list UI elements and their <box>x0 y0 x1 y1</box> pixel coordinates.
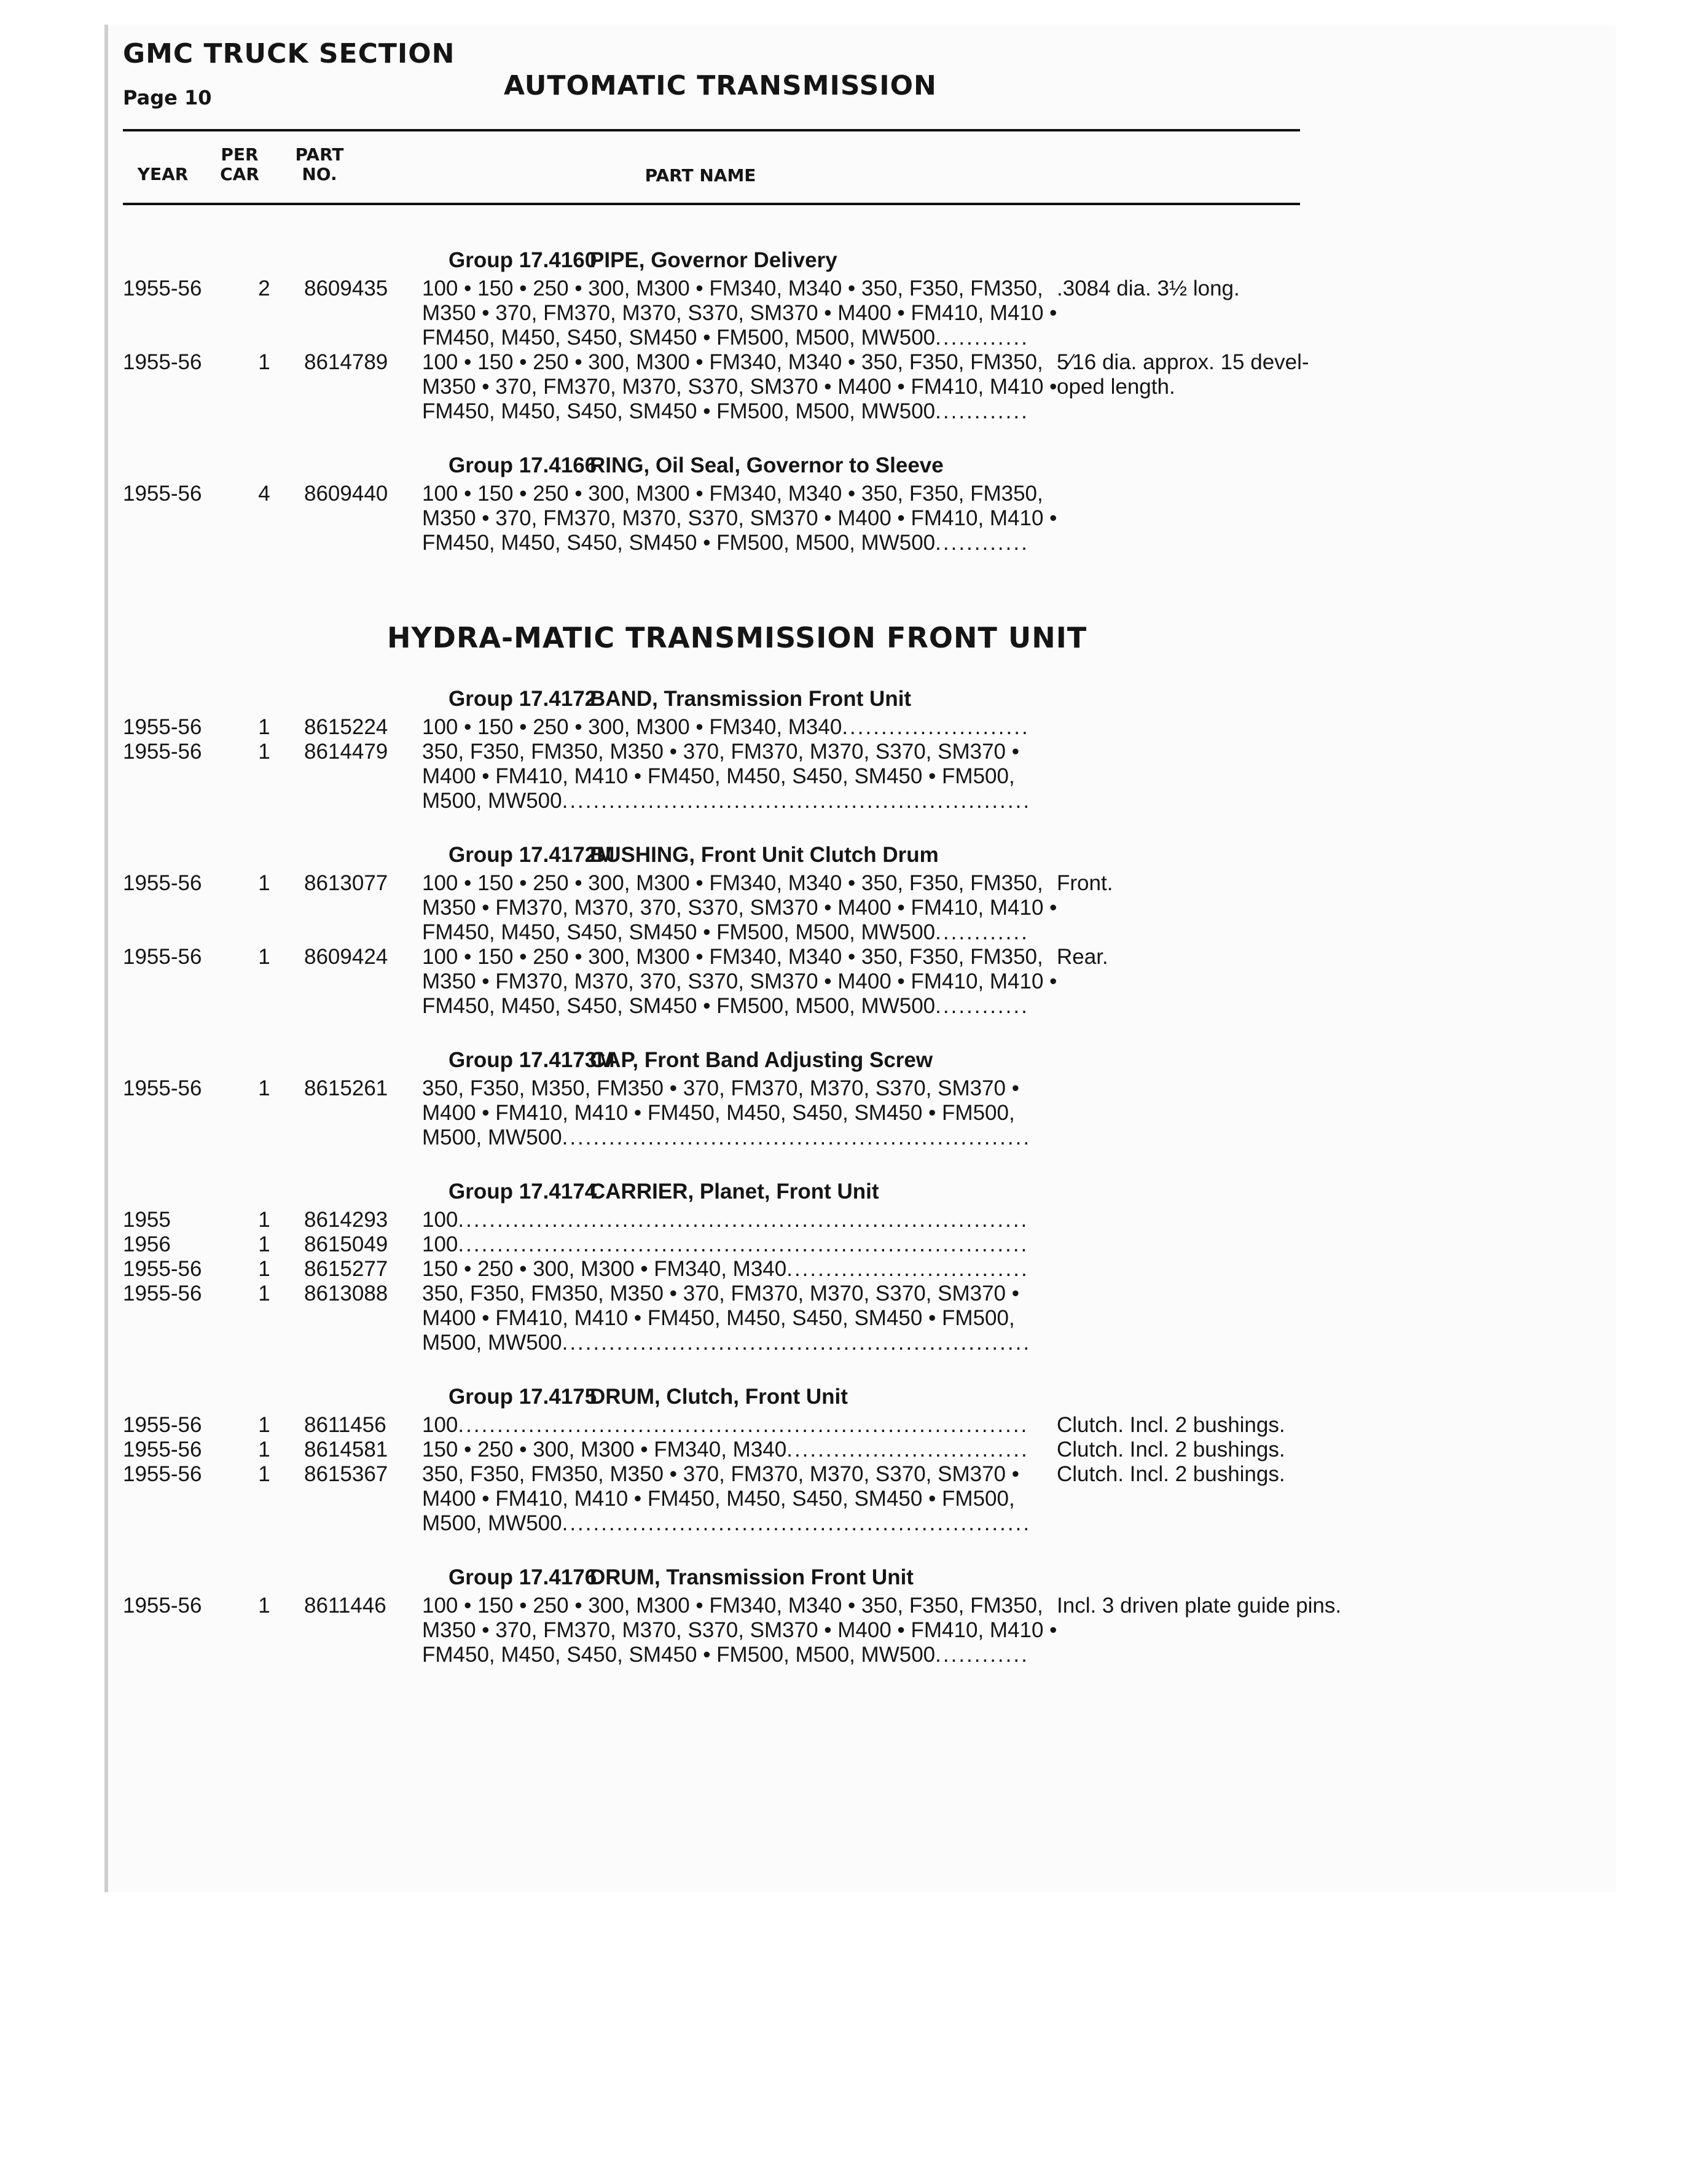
dot-leader <box>935 920 1027 945</box>
parts-list <box>123 233 1475 1682</box>
dot-leader <box>935 326 1027 350</box>
part-number-cell: 8609440 <box>304 482 388 506</box>
description-text: 100 • 150 • 250 • 300, M300 • FM340, M340 • 350, F350, FM350, <box>422 276 1043 300</box>
group-spacer <box>123 1019 1475 1033</box>
description-text: M350 • 370, FM370, M370, S370, SM370 • M400 • FM410, M410 • <box>422 506 1057 530</box>
description-line <box>422 920 1027 945</box>
description-line <box>422 1487 1027 1511</box>
description-text: M350 • 370, FM370, M370, S370, SM370 • M400 • FM410, M410 • <box>422 1618 1057 1642</box>
part-entry <box>123 945 1475 1019</box>
description-text: FM450, M450, S450, SM450 • FM500, M500, MW500 <box>422 531 936 555</box>
group-heading <box>123 453 1475 478</box>
part-description <box>422 871 1057 945</box>
year-cell: 1955-56 <box>123 350 202 374</box>
description-line <box>422 350 1043 375</box>
part-entry <box>123 350 1475 424</box>
group-name: DRUM, Transmission Front Unit <box>590 1565 914 1589</box>
description-text: 100 • 150 • 250 • 300, M300 • FM340, M340 • 350, F350, FM350, <box>422 945 1043 969</box>
column-header-per-car: PER CAR <box>220 144 259 184</box>
group-spacer <box>123 1667 1475 1682</box>
catalog-page <box>104 25 1616 1892</box>
dot-leader <box>458 1232 1027 1257</box>
dot-leader <box>458 1208 1027 1232</box>
year-cell: 1955-56 <box>123 1076 202 1100</box>
dot-leader <box>562 1511 1027 1536</box>
description-line <box>422 789 1027 813</box>
part-entry <box>123 1076 1475 1150</box>
description-text: M350 • FM370, M370, 370, S370, SM370 • M400 • FM410, M410 • <box>422 896 1057 920</box>
per-car-cell: 1 <box>258 1462 270 1486</box>
group-code: Group 17.4174 <box>449 1180 597 1203</box>
per-car-cell: 1 <box>258 871 270 895</box>
dot-leader <box>786 1257 1027 1282</box>
dot-leader <box>562 1331 1027 1355</box>
year-cell: 1955-56 <box>123 1438 202 1462</box>
part-number-cell: 8611456 <box>304 1413 386 1437</box>
part-number-cell: 8615367 <box>304 1462 388 1486</box>
year-cell: 1956 <box>123 1232 171 1256</box>
description-line <box>422 871 1043 896</box>
per-car-cell: 1 <box>258 1076 270 1100</box>
description-line <box>422 506 1057 531</box>
part-description <box>422 482 1057 555</box>
part-description <box>422 1208 1027 1232</box>
header-rule-bottom <box>123 203 1300 205</box>
group-heading <box>123 843 1475 867</box>
dot-leader <box>562 1125 1027 1150</box>
year-cell: 1955-56 <box>123 1594 202 1618</box>
dot-leader <box>935 1643 1027 1667</box>
part-entry <box>123 1208 1475 1232</box>
description-line <box>422 945 1043 969</box>
description-line <box>422 1618 1057 1643</box>
part-description <box>422 1594 1057 1667</box>
group-name: CAP, Front Band Adjusting Screw <box>590 1048 933 1072</box>
description-line <box>422 1208 1027 1232</box>
part-description <box>422 350 1057 424</box>
per-car-cell: 1 <box>258 1282 270 1305</box>
part-entry <box>123 1413 1475 1438</box>
group-spacer <box>123 1355 1475 1370</box>
description-line <box>422 1511 1027 1536</box>
year-cell: 1955-56 <box>123 1282 202 1305</box>
group-code: Group 17.4175 <box>449 1385 597 1409</box>
description-text: M400 • FM410, M410 • FM450, M450, S450, SM450 • FM500, <box>422 1487 1015 1511</box>
page-title: AUTOMATIC TRANSMISSION <box>504 70 937 101</box>
dot-leader <box>562 789 1027 813</box>
description-text: M350 • FM370, M370, 370, S370, SM370 • M400 • FM410, M410 • <box>422 969 1057 993</box>
part-number-cell: 8615224 <box>304 715 388 739</box>
description-text: FM450, M450, S450, SM450 • FM500, M500, MW500 <box>422 399 936 423</box>
header-rule-top <box>123 129 1300 131</box>
part-description <box>422 1232 1027 1257</box>
part-entry <box>123 276 1475 350</box>
description-line <box>422 1125 1027 1150</box>
description-line <box>422 482 1043 506</box>
description-line <box>422 740 1027 764</box>
group-heading <box>123 1385 1475 1409</box>
year-cell: 1955-56 <box>123 871 202 895</box>
description-line <box>422 1257 1027 1282</box>
group-name: PIPE, Governor Delivery <box>590 248 837 272</box>
front-unit-heading: HYDRA-MATIC TRANSMISSION FRONT UNIT <box>387 621 1087 654</box>
group-spacer <box>123 424 1475 439</box>
per-car-cell: 1 <box>258 740 270 764</box>
part-description <box>422 1257 1027 1282</box>
group-name: RING, Oil Seal, Governor to Sleeve <box>590 453 944 477</box>
description-text: M500, MW500 <box>422 1331 562 1355</box>
remarks-cell: Rear. <box>1057 945 1108 969</box>
description-text: M350 • 370, FM370, M370, S370, SM370 • M400 • FM410, M410 • <box>422 301 1057 325</box>
part-entry <box>123 1438 1475 1462</box>
description-text: 100 <box>422 1413 458 1437</box>
description-line <box>422 301 1057 326</box>
description-line <box>422 276 1043 301</box>
description-line <box>422 531 1027 555</box>
group-code: Group 17.4176 <box>449 1565 597 1589</box>
part-number-cell: 8614293 <box>304 1208 388 1232</box>
description-text: M400 • FM410, M410 • FM450, M450, S450, SM450 • FM500, <box>422 1306 1015 1330</box>
remarks-cell: .3084 dia. 3½ long. <box>1057 276 1240 300</box>
description-text: 350, F350, FM350, M350 • 370, FM370, M370, S370, SM370 • <box>422 1462 1019 1486</box>
remarks-cell: Incl. 3 driven plate guide pins. <box>1057 1594 1342 1618</box>
remarks-cell: Clutch. Incl. 2 bushings. <box>1057 1438 1285 1462</box>
part-description <box>422 276 1057 350</box>
per-car-cell: 1 <box>258 1257 270 1281</box>
year-cell: 1955-56 <box>123 1462 202 1486</box>
page-number: Page 10 <box>123 86 212 109</box>
group-name: CARRIER, Planet, Front Unit <box>590 1180 879 1203</box>
year-cell: 1955-56 <box>123 276 202 300</box>
per-car-cell: 1 <box>258 1438 270 1462</box>
part-entry <box>123 1462 1475 1536</box>
group-code: Group 17.4166 <box>449 453 597 477</box>
description-line <box>422 715 1027 740</box>
group-heading <box>123 1180 1475 1204</box>
description-line <box>422 326 1027 350</box>
description-line <box>422 1413 1027 1438</box>
part-description <box>422 1438 1027 1462</box>
dot-leader <box>935 994 1027 1019</box>
description-text: FM450, M450, S450, SM450 • FM500, M500, MW500 <box>422 920 936 944</box>
description-line <box>422 1643 1027 1667</box>
description-text: 350, F350, FM350, M350 • 370, FM370, M370, S370, SM370 • <box>422 1282 1019 1305</box>
description-text: 100 <box>422 1232 458 1256</box>
description-line <box>422 1331 1027 1355</box>
part-number-cell: 8615049 <box>304 1232 388 1256</box>
description-line <box>422 1232 1027 1257</box>
group-code: Group 17.4173M <box>449 1048 615 1072</box>
part-description <box>422 1282 1027 1355</box>
year-cell: 1955-56 <box>123 1413 202 1437</box>
description-text: 100 • 150 • 250 • 300, M300 • FM340, M340 • 350, F350, FM350, <box>422 871 1043 895</box>
year-cell: 1955-56 <box>123 740 202 764</box>
description-text: M400 • FM410, M410 • FM450, M450, S450, SM450 • FM500, <box>422 1101 1015 1125</box>
group-spacer <box>123 1150 1475 1165</box>
part-description <box>422 1076 1027 1150</box>
description-line <box>422 399 1027 424</box>
part-description <box>422 945 1057 1019</box>
page-edge <box>104 25 108 1892</box>
part-description <box>422 1413 1027 1438</box>
per-car-cell: 1 <box>258 945 270 969</box>
year-cell: 1955-56 <box>123 715 202 739</box>
group-heading <box>123 1048 1475 1073</box>
description-text: 150 • 250 • 300, M300 • FM340, M340 <box>422 1438 787 1462</box>
part-number-cell: 8613088 <box>304 1282 388 1305</box>
description-text: FM450, M450, S450, SM450 • FM500, M500, MW500 <box>422 326 936 350</box>
description-text: 100 • 150 • 250 • 300, M300 • FM340, M340 • 350, F350, FM350, <box>422 350 1043 374</box>
part-entry <box>123 740 1475 813</box>
description-line <box>422 969 1057 994</box>
per-car-cell: 1 <box>258 350 270 374</box>
description-text: 100 • 150 • 250 • 300, M300 • FM340, M340 <box>422 715 842 739</box>
part-number-cell: 8609424 <box>304 945 388 969</box>
description-line <box>422 896 1057 920</box>
description-text: FM450, M450, S450, SM450 • FM500, M500, MW500 <box>422 994 936 1018</box>
description-line <box>422 1462 1027 1487</box>
column-header-year: YEAR <box>137 164 189 184</box>
group-name: BAND, Transmission Front Unit <box>590 687 912 711</box>
dot-leader <box>935 399 1027 424</box>
description-line <box>422 764 1027 789</box>
description-line <box>422 1076 1027 1101</box>
per-car-cell: 2 <box>258 276 270 300</box>
dot-leader <box>458 1413 1027 1438</box>
section-title: GMC TRUCK SECTION <box>123 38 455 69</box>
description-text: M500, MW500 <box>422 1125 562 1149</box>
group-name: DRUM, Clutch, Front Unit <box>590 1385 848 1409</box>
year-cell: 1955 <box>123 1208 171 1232</box>
remarks-cell: 5⁄16 dia. approx. 15 devel-oped length. <box>1057 350 1309 399</box>
part-entry <box>123 482 1475 555</box>
description-text: 350, F350, FM350, M350 • 370, FM370, M370, S370, SM370 • <box>422 740 1019 764</box>
part-number-cell: 8611446 <box>304 1594 386 1618</box>
group-code: Group 17.4160 <box>449 248 597 272</box>
dot-leader <box>935 531 1027 555</box>
part-number-cell: 8613077 <box>304 871 388 895</box>
year-cell: 1955-56 <box>123 945 202 969</box>
per-car-cell: 1 <box>258 1208 270 1232</box>
part-entry <box>123 1257 1475 1282</box>
part-entry <box>123 715 1475 740</box>
remarks-cell: Clutch. Incl. 2 bushings. <box>1057 1413 1285 1437</box>
description-line <box>422 1306 1027 1331</box>
remarks-cell: Front. <box>1057 871 1113 895</box>
description-text: 100 • 150 • 250 • 300, M300 • FM340, M340 • 350, F350, FM350, <box>422 1594 1043 1618</box>
group-code: Group 17.4172 <box>449 687 597 711</box>
remarks-cell: Clutch. Incl. 2 bushings. <box>1057 1462 1285 1486</box>
description-text: 350, F350, M350, FM350 • 370, FM370, M370, S370, SM370 • <box>422 1076 1019 1100</box>
part-number-cell: 8614581 <box>304 1438 388 1462</box>
part-description <box>422 740 1027 813</box>
part-number-cell: 8614479 <box>304 740 388 764</box>
part-number-cell: 8614789 <box>304 350 388 374</box>
part-entry <box>123 1282 1475 1355</box>
column-header-part-no: PART NO. <box>295 144 344 184</box>
part-number-cell: 8615277 <box>304 1257 388 1281</box>
part-description <box>422 1462 1027 1536</box>
description-text: FM450, M450, S450, SM450 • FM500, M500, MW500 <box>422 1643 936 1667</box>
description-text: M350 • 370, FM370, M370, S370, SM370 • M400 • FM410, M410 • <box>422 375 1057 399</box>
column-header-part-name: PART NAME <box>644 165 756 186</box>
description-text: M500, MW500 <box>422 789 562 813</box>
group-spacer <box>123 813 1475 828</box>
group-code: Group 17.4172M <box>449 843 615 867</box>
group-heading <box>123 248 1475 273</box>
description-text: M500, MW500 <box>422 1511 562 1535</box>
per-car-cell: 1 <box>258 715 270 739</box>
description-line <box>422 1438 1027 1462</box>
description-text: 150 • 250 • 300, M300 • FM340, M340 <box>422 1257 787 1281</box>
description-line <box>422 1282 1027 1306</box>
dot-leader <box>786 1438 1027 1462</box>
group-spacer <box>123 1536 1475 1551</box>
per-car-cell: 1 <box>258 1413 270 1437</box>
description-line <box>422 1594 1043 1618</box>
group-name: BUSHING, Front Unit Clutch Drum <box>590 843 939 867</box>
description-text: M400 • FM410, M410 • FM450, M450, S450, SM450 • FM500, <box>422 764 1015 788</box>
year-cell: 1955-56 <box>123 482 202 506</box>
description-text: 100 • 150 • 250 • 300, M300 • FM340, M340 • 350, F350, FM350, <box>422 482 1043 506</box>
per-car-cell: 1 <box>258 1232 270 1256</box>
part-entry <box>123 1232 1475 1257</box>
dot-leader <box>842 715 1027 740</box>
part-number-cell: 8609435 <box>304 276 388 300</box>
year-cell: 1955-56 <box>123 1257 202 1281</box>
group-spacer <box>123 555 1475 570</box>
group-heading <box>123 1565 1475 1590</box>
description-text: 100 <box>422 1208 458 1232</box>
part-entry <box>123 871 1475 945</box>
description-line <box>422 1101 1027 1125</box>
per-car-cell: 1 <box>258 1594 270 1618</box>
part-description <box>422 715 1027 740</box>
part-entry <box>123 1594 1475 1667</box>
group-heading <box>123 687 1475 711</box>
per-car-cell: 4 <box>258 482 270 506</box>
description-line <box>422 994 1027 1019</box>
part-number-cell: 8615261 <box>304 1076 388 1100</box>
description-line <box>422 375 1057 399</box>
